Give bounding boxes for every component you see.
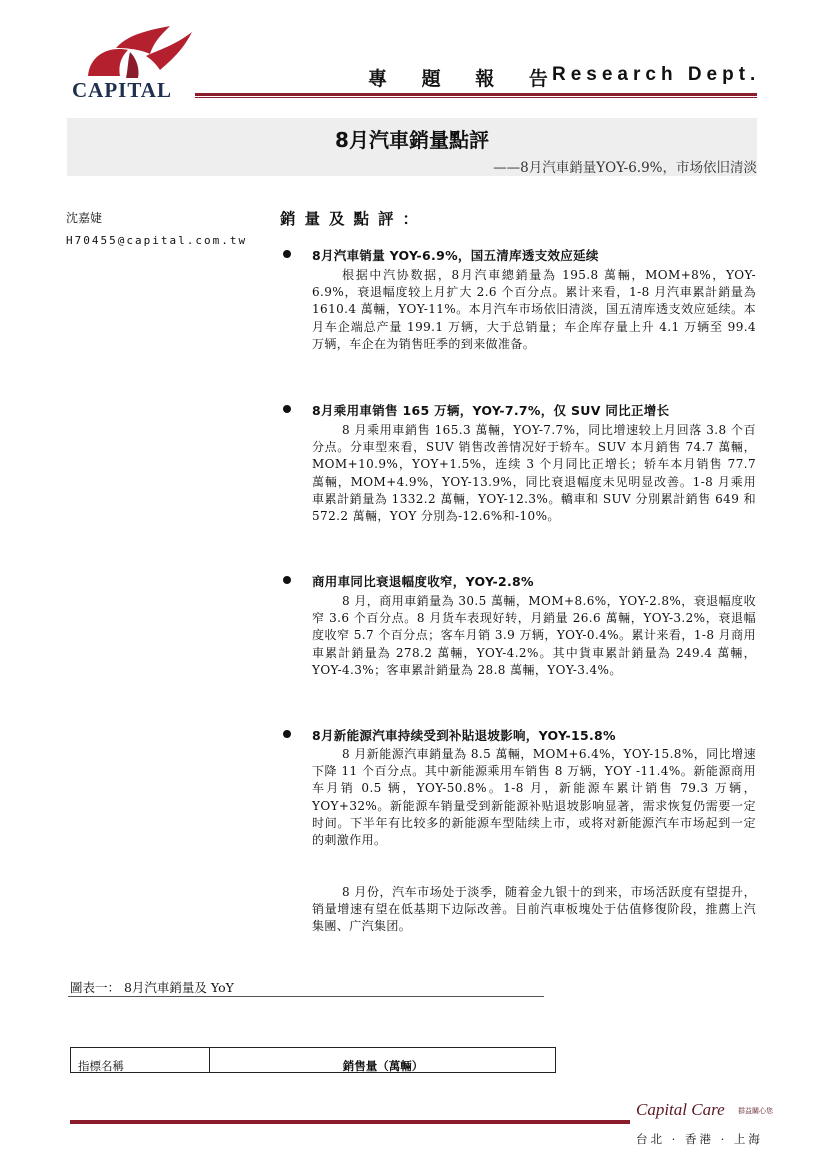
bullet-dot	[283, 405, 291, 413]
header-rule	[195, 93, 757, 96]
header-title: 專 題 報 告	[368, 68, 562, 90]
footer-rule	[70, 1120, 630, 1124]
footer-brand: Capital Care	[636, 1100, 725, 1119]
report-subtitle: ——8月汽車銷量YOY-6.9%，市场依旧清淡	[493, 160, 757, 176]
bullet-paragraph: 根据中汽协数据，8月汽車總銷量為 195.8 萬輛，MOM+8%，YOY-6.9%，衰退幅度较上月扩大 2.6 个百分点。累计来看，1-8 月汽車累計銷量為 1610.4 萬輛，YOY-11%。本月汽车市场依旧清淡，国五清库透支效应延续。本月车企端总产量 199.1 万辆，大于总销量；车企库存量上升 4.1 万辆至 99.4 万辆，车企在为销售旺季的到来做准备。	[312, 268, 756, 351]
header-rule-thin	[195, 97, 757, 98]
figure-rule	[68, 996, 544, 997]
logo-text: CAPITAL	[72, 78, 172, 102]
author-email: H70455@capital.com.tw	[66, 234, 248, 247]
bullet-heading: 8月乘用車销售 165 万辆，YOY-7.7%，仅 SUV 同比正增长	[312, 403, 670, 418]
footer-cities: 台北 · 香港 · 上海	[636, 1132, 763, 1146]
bullet-dot	[283, 250, 291, 258]
bullet-heading: 商用車同比衰退幅度收窄，YOY-2.8%	[312, 574, 534, 589]
footer-brand-tagline: 群益關心您	[738, 1107, 773, 1115]
report-title: 8月汽車銷量點評	[335, 128, 489, 152]
bullet-dot	[283, 730, 291, 738]
bullet-dot	[283, 576, 291, 584]
table-header-sales: 銷售量（萬輛）	[342, 1059, 424, 1073]
header-dept: Research Dept.	[552, 64, 761, 85]
bullet-heading: 8月汽車销量 YOY-6.9%，国五清库透支效应延续	[312, 248, 599, 263]
bullet-heading: 8月新能源汽車持续受到补貼退坡影响，YOY-15.8%	[312, 728, 616, 743]
author-name: 沈嘉婕	[66, 211, 103, 225]
bullet-paragraph: 8 月新能源汽車銷量為 8.5 萬輛，MOM+6.4%，YOY-15.8%，同比增速下降 11 个百分点。其中新能源乘用车销售 8 万辆，YOY -11.4%。新能源商用车月销 0.5 辆，YOY-50.8%。1-8 月，新能源车累计销售 79.3 万辆，YOY+32%。新能源车销量受到新能源补贴退坡影响显著，需求恢复仍需要一定时间。下半年有比较多的新能源车型陆续上市，或将对新能源汽车市场起到一定的刺激作用。	[312, 747, 756, 848]
figure-caption: 圖表一： 8月汽車銷量及 YoY	[70, 980, 234, 995]
section-heading: 銷量及點評：	[280, 210, 428, 228]
bullet-paragraph: 8 月乘用車銷售 165.3 萬輛，YOY-7.7%，同比增速较上月回落 3.8 个百分点。分車型來看，SUV 销售改善情况好于轿车。SUV 本月銷售 74.7 萬輛，MOM+10.9%，YOY+1.5%，连续 3 个月同比正增长；轿车本月销售 77.7 萬輛，MOM+4.9%，YOY-13.9%，同比衰退幅度未见明显改善。1-8 月乘用車累計銷量為 1332.2 萬輛，YOY-12.3%。轎車和 SUV 分別累計銷售 649 和 572.2 萬輛，YOY 分別為-12.6%和-10%。	[312, 423, 756, 524]
closing-paragraph: 8 月份，汽车市场处于淡季，随着金九银十的到来，市场活跃度有望提升，销量增速有望在低基期下边际改善。目前汽車板塊处于估值修復阶段，推薦上汽集團、广汽集团。	[312, 885, 756, 934]
bullet-paragraph: 8 月，商用車銷量為 30.5 萬輛，MOM+8.6%，YOY-2.8%，衰退幅度收窄 3.6 个百分点。8 月货车表现好转，月銷量 26.6 萬輛，YOY-3.2%，衰退幅度收窄 5.7 个百分点；客车月销 3.9 万辆，YOY-0.4%。累计来看，1-8 月商用車累計銷量為 278.2 萬輛，YOY-4.2%。其中貨車累計銷量為 249.4 萬輛，YOY-4.3%；客車累計銷量為 28.8 萬輛，YOY-3.4%。	[312, 594, 756, 677]
table-header-indicator: 指標名稱	[78, 1059, 124, 1073]
